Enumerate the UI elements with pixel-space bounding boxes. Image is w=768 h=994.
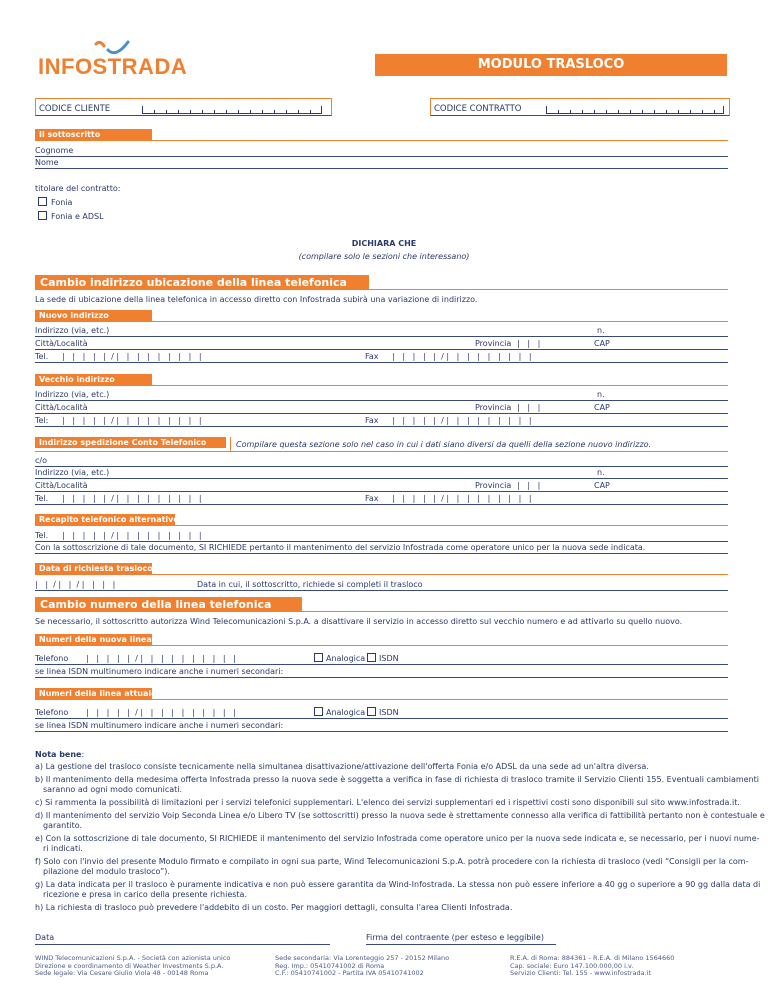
nuovo-provincia-field[interactable]: | | | <box>517 339 541 348</box>
nota-item: ri indicati. <box>43 844 83 853</box>
nuovo-provincia-label: Provincia <box>475 339 512 348</box>
spedizione-heading: Indirizzo spedizione Conto Telefonico <box>35 437 226 448</box>
cognome-field[interactable] <box>35 156 728 157</box>
co-field[interactable] <box>35 466 728 467</box>
spedizione-citta-field[interactable] <box>35 491 728 492</box>
dichiara-title: DICHIARA CHE <box>351 239 417 248</box>
recapito-tel-label: Tel. <box>35 531 49 540</box>
nuova-linea-heading: Numeri della nuova linea <box>35 634 152 645</box>
cambio-numero-line <box>35 611 728 612</box>
vecchio-indirizzo-heading: Vecchio indirizzo <box>35 374 152 385</box>
recapito-tel-line <box>35 541 728 542</box>
nuovo-fax-field[interactable]: | | | | | / | | | | | | | | | <box>392 352 532 361</box>
nota-item: ricezione e presa in carico della presente richiesta. <box>43 890 247 899</box>
data-richiesta-heading: Data di richiesta trasloco <box>35 563 152 574</box>
recapito-line <box>35 525 728 526</box>
vecchio-cap-label: CAP <box>594 403 610 412</box>
nuova-linea-line <box>35 645 728 646</box>
nuovo-citta-field[interactable] <box>35 349 728 350</box>
footer-line: Direzione e coordinamento di Weather Investments S.p.A. <box>35 961 224 970</box>
attuale-linea-heading: Numeri della linea attuale <box>35 688 152 699</box>
nota-bene-title: Nota bene: <box>35 750 85 759</box>
vecchio-indirizzo-via-label: Indirizzo (via, etc.) <box>35 390 110 399</box>
codice-cliente-label: CODICE CLIENTE <box>39 104 111 114</box>
recapito-heading: Recapito telefonico alternativo <box>35 514 175 525</box>
spedizione-via-field[interactable] <box>35 478 728 479</box>
nome-label: Nome <box>35 158 59 167</box>
data-field[interactable] <box>35 944 330 945</box>
nuovo-indirizzo-via-label: Indirizzo (via, etc.) <box>35 326 110 335</box>
attuale-isdn-label: ISDN <box>379 708 399 717</box>
nota-bene-list <box>35 762 765 913</box>
nota-item: c) Si rammenta la possibilità di limitazioni per i servizi telefonici supplementari. L'elenco dei servizi supplementari ed i rispettivi costi sono disponibili sul sito www.infostrada.it. <box>35 798 740 807</box>
footer-col-1 <box>35 955 230 978</box>
nuovo-indirizzo-heading: Nuovo indirizzo <box>35 310 152 321</box>
vecchio-indirizzo-via-field[interactable] <box>35 400 728 401</box>
vecchio-fax-field[interactable]: | | | | | / | | | | | | | | | <box>392 416 532 425</box>
attuale-isdn-checkbox[interactable] <box>367 707 376 716</box>
attuale-analogica-checkbox[interactable] <box>314 707 323 716</box>
data-label: Data <box>35 933 55 942</box>
attuale-analogica-label: Analogica <box>326 708 366 717</box>
vecchio-provincia-field[interactable]: | | | <box>517 403 541 412</box>
fonia-adsl-label: Fonia e ADSL <box>51 212 104 221</box>
nuovo-indirizzo-via-field[interactable] <box>35 336 728 337</box>
vecchio-indirizzo-line <box>35 385 728 386</box>
nuovo-tel-line <box>35 362 728 363</box>
nuovo-indirizzo-n-label: n. <box>597 326 605 335</box>
recapito-note-line <box>35 553 728 554</box>
nuova-telefono-label: Telefono <box>35 654 69 663</box>
cambio-indirizzo-intro: La sede di ubicazione della linea telefonica in accesso diretto con Infostrada subirà una variazione di indirizzo. <box>35 295 478 304</box>
vecchio-tel-label: Tel: <box>35 416 49 425</box>
nome-field[interactable] <box>35 168 728 169</box>
attuale-isdn-note: se linea ISDN multinumero indicare anche i numeri secondari: <box>35 721 284 730</box>
footer-line: R.E.A. di Roma: 884361 - R.E.A. di Milano 1564660 <box>510 954 675 962</box>
data-richiesta-line <box>35 574 728 575</box>
vecchio-tel-line <box>35 426 728 427</box>
spedizione-provincia-field[interactable]: | | | <box>517 481 541 490</box>
attuale-linea-line <box>35 699 728 700</box>
fonia-adsl-checkbox[interactable] <box>38 211 47 220</box>
footer-line: Servizio Clienti: Tel. 155 - www.infostrada.it <box>510 969 652 977</box>
nota-item: garantito. <box>43 821 83 830</box>
spedizione-tel-label: Tel. <box>35 494 49 503</box>
nota-item: pilazione del modulo trasloco”). <box>43 867 170 876</box>
nota-item: b) Il mantenimento della medesima offerta Infostrada presso la nuova sede è soggetta a verifica in fase di richiesta di trasloco tramite il Servizio Clienti 155. Eventuali cambiamenti <box>35 775 759 784</box>
fonia-checkbox[interactable] <box>38 197 47 206</box>
recapito-tel-field[interactable]: | | | | | / | | | | | | | | | <box>62 531 202 540</box>
nota-item: f) Solo con l'invio del presente Modulo firmato e compilato in ogni sua parte, Wind Telecomunicazioni S.p.A. potrà procedere con la richiesta di trasloco (vedi “Consigli per la com- <box>35 857 749 866</box>
spedizione-tel-line <box>35 504 728 505</box>
nuovo-tel-label: Tel. <box>35 352 49 361</box>
nuovo-cap-label: CAP <box>594 339 610 348</box>
cambio-indirizzo-line <box>35 289 728 290</box>
cambio-numero-heading: Cambio numero della linea telefonica <box>35 597 302 612</box>
nuova-analogica-label: Analogica <box>326 654 366 663</box>
spedizione-n-label: n. <box>597 468 605 477</box>
nota-item: h) La richiesta di trasloco può prevedere l'addebito di un costo. Per maggiori dettagli, consulta l'area Clienti Infostrada. <box>35 903 513 912</box>
titolare-label: titolare del contratto: <box>35 184 121 193</box>
nuova-isdn-checkbox[interactable] <box>367 653 376 662</box>
vecchio-tel-field[interactable]: | | | | | / | | | | | | | | | <box>62 416 202 425</box>
nuova-isdn-label: ISDN <box>379 654 399 663</box>
logo <box>38 38 208 78</box>
nuova-analogica-checkbox[interactable] <box>314 653 323 662</box>
spedizione-provincia-label: Provincia <box>475 481 512 490</box>
nuova-isdn-note: se linea ISDN multinumero indicare anche i numeri secondari: <box>35 667 284 676</box>
nuovo-fax-label: Fax <box>365 352 379 361</box>
vecchio-indirizzo-n-label: n. <box>597 390 605 399</box>
spedizione-line <box>35 451 728 452</box>
nuovo-indirizzo-line <box>35 321 728 322</box>
dichiara-subtitle: (compilare solo le sezioni che interessano) <box>298 252 470 261</box>
footer-col-2 <box>275 955 449 978</box>
codice-contratto-label: CODICE CONTRATTO <box>434 104 522 114</box>
nuova-telefono-line <box>35 664 728 665</box>
recapito-note: Con la sottoscrizione di tale documento, SI RICHIEDE pertanto il mantenimento del servizio Infostrada come operatore unico per la nuova sede indicata. <box>35 543 646 552</box>
nota-item: d) Il mantenimento del servizio Voip Seconda Linea e/o Libero TV (se sottoscritti) presso la nuova sede è strettamente connesso alla verifica di fattibilità pertanto non è contestuale e <box>35 811 765 820</box>
fonia-label: Fonia <box>51 198 73 207</box>
codice-contratto-field[interactable] <box>546 106 724 114</box>
nuovo-citta-label: Città/Località <box>35 339 88 348</box>
spedizione-fax-label: Fax <box>365 494 379 503</box>
nota-item: g) La data indicata per il trasloco è puramente indicativa e non può essere garantita da Wind-Infostrada. La stessa non può essere inferiore a 40 gg o superiore a 90 gg dalla data di <box>35 880 761 889</box>
cambio-indirizzo-heading: Cambio indirizzo ubicazione della linea telefonica <box>35 275 369 290</box>
footer-line: Sede legale: Via Cesare Giulio Viola 48 - 00148 Roma <box>35 969 209 977</box>
vecchio-fax-label: Fax <box>365 416 379 425</box>
spedizione-cap-label: CAP <box>594 481 610 490</box>
footer-line: Cap. sociale: Euro 147.100.000,00 i.v. <box>510 961 634 970</box>
attuale-telefono-label: Telefono <box>35 708 69 717</box>
sottoscritto-heading: Il sottoscritto <box>35 129 152 140</box>
spedizione-divider <box>230 437 231 451</box>
data-richiesta-note: Data in cui, il sottoscritto, richiede si completi il trasloco <box>197 580 423 589</box>
data-richiesta-field[interactable]: | | / | | / | | | | <box>35 580 116 589</box>
nota-bene-title-text: Nota bene <box>35 750 82 759</box>
nuova-telefono-field[interactable]: | | | | | / | | | | | | | | | | <box>86 654 236 663</box>
firma-label: Firma del contraente (per esteso e leggibile) <box>366 933 544 942</box>
data-richiesta-field-line <box>35 590 728 591</box>
nuova-isdn-note-field[interactable] <box>35 677 728 678</box>
nota-item: a) La gestione del trasloco consiste tecnicamente nella simultanea disattivazione/attivazione dell'offerta Fonia e/o ADSL da una sede ad un'altra diversa. <box>35 762 649 771</box>
footer-line: Reg. Imp.: 05410741002 di Roma <box>275 961 385 970</box>
footer-line: WIND Telecomunicazioni S.p.A. - Società con azionista unico <box>35 954 231 962</box>
co-label: c/o <box>35 456 47 465</box>
attuale-telefono-field[interactable]: | | | | | / | | | | | | | | | | <box>86 708 236 717</box>
footer-line: C.F.: 05410741002 - Partita IVA 05410741002 <box>275 969 424 977</box>
attuale-isdn-note-field[interactable] <box>35 731 728 732</box>
attuale-telefono-line <box>35 718 728 719</box>
brand-name: INFOSTRADA <box>38 54 188 79</box>
nuovo-tel-field[interactable]: | | | | | / | | | | | | | | | <box>62 352 202 361</box>
spedizione-note: Compilare questa sezione solo nel caso in cui i dati siano diversi da quelli della sezione nuovo indirizzo. <box>236 440 652 449</box>
spedizione-fax-field[interactable]: | | | | | / | | | | | | | | | <box>392 494 532 503</box>
cambio-numero-intro: Se necessario, il sottoscritto autorizza Wind Telecomunicazioni S.p.A. a disattivare il servizio in accesso diretto sul vecchio numero e ad attivarlo su quello nuovo. <box>35 617 683 626</box>
spedizione-via-label: Indirizzo (via, etc.) <box>35 468 110 477</box>
vecchio-citta-label: Città/Località <box>35 403 88 412</box>
spedizione-tel-field[interactable]: | | | | | / | | | | | | | | | <box>62 494 202 503</box>
codice-cliente-field[interactable] <box>142 106 322 114</box>
vecchio-citta-field[interactable] <box>35 413 728 414</box>
sottoscritto-line <box>35 140 728 141</box>
cognome-label: Cognome <box>35 146 74 155</box>
spedizione-citta-label: Città/Località <box>35 481 88 490</box>
nota-item: e) Con la sottoscrizione di tale documento, SI RICHIEDE il mantenimento del servizio Infostrada come operatore unico per la nuova sede indicata e, se necessario, per i nuovi nume- <box>35 834 760 843</box>
firma-field[interactable] <box>366 944 556 945</box>
form-title: MODULO TRASLOCO <box>375 54 727 76</box>
nota-item: saranno ad ogni modo comunicati. <box>43 785 183 794</box>
footer-col-3 <box>510 955 674 978</box>
footer-line: Sede secondaria: Via Lorenteggio 257 - 20152 Milano <box>275 954 450 962</box>
vecchio-provincia-label: Provincia <box>475 403 512 412</box>
